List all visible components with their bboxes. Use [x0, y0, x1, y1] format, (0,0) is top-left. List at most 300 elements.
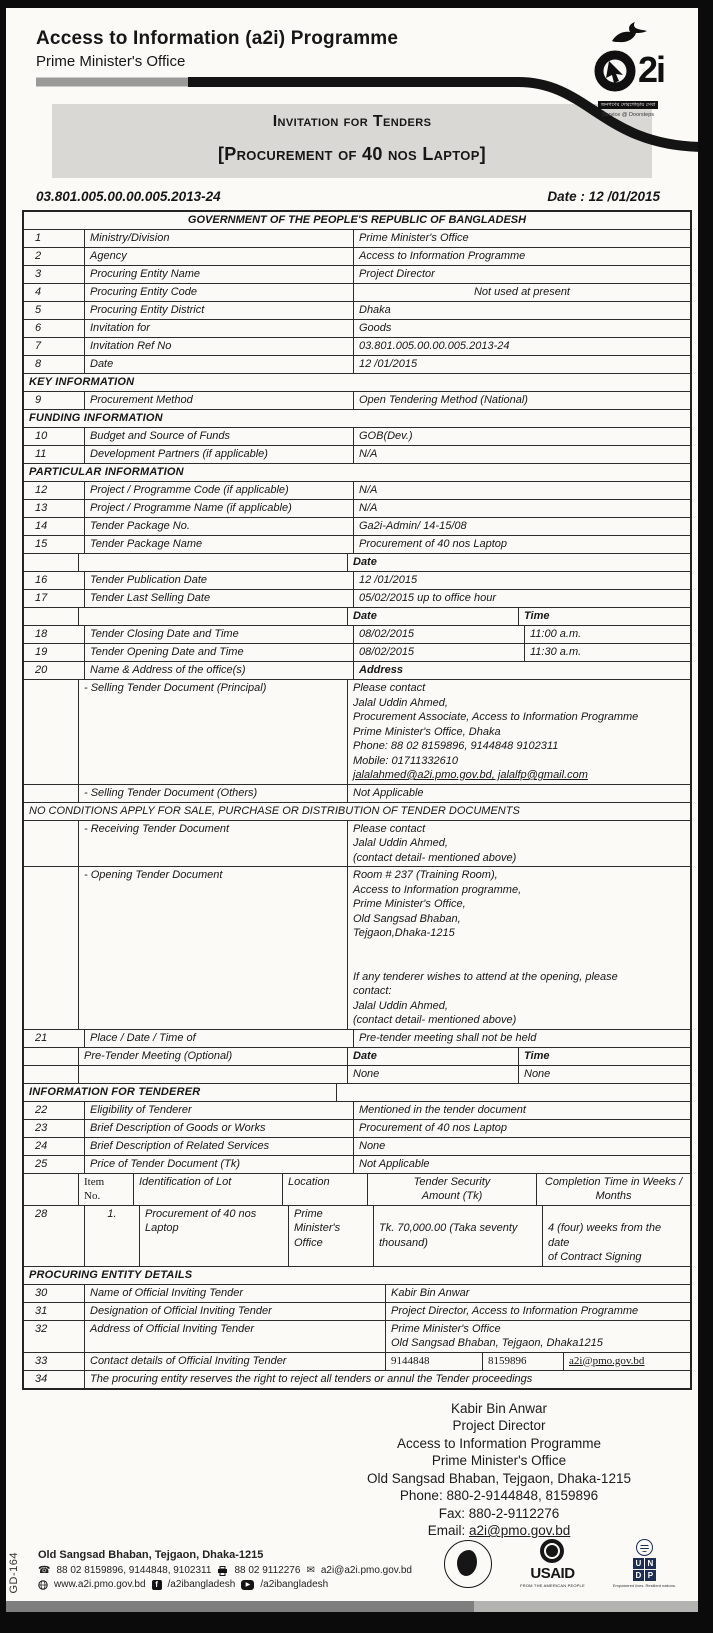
signatory-phone: Phone: 880-2-9144848, 8159896 — [399, 1488, 599, 1503]
cell-text: 17 — [35, 592, 48, 604]
table-cell — [353, 248, 690, 265]
cell-text: Project / Programme Name (if applicable) — [90, 502, 292, 514]
cell-text: No. — [84, 1190, 101, 1202]
footer-fax: 88 02 9112276 — [234, 1565, 301, 1576]
table-row — [24, 1206, 690, 1267]
table-row — [24, 1084, 690, 1102]
cell-text: 15 — [35, 538, 48, 550]
cell-text: Place / Date / Time of — [90, 1031, 196, 1044]
table-cell — [24, 1321, 84, 1352]
cell-text: If any tenderer wishes to attend at the opening, please — [353, 970, 618, 983]
table-cell — [24, 1156, 84, 1173]
table-cell — [24, 1138, 84, 1155]
table-cell — [84, 302, 353, 319]
table-row — [24, 1156, 690, 1174]
cell-text — [29, 786, 73, 801]
table-cell — [24, 302, 84, 319]
table-cell — [353, 302, 690, 319]
table-cell — [367, 1174, 536, 1205]
table-cell — [24, 266, 84, 283]
cell-text: 5 — [35, 304, 42, 316]
cell-text: Price of Tender Document (Tk) — [90, 1157, 240, 1170]
document-title: Invitation for Tenders — [272, 113, 432, 130]
table-cell — [353, 356, 690, 373]
table-row — [24, 392, 690, 410]
cell-text: 05/02/2015 up to office hour — [359, 592, 496, 604]
table-cell — [288, 1206, 373, 1266]
cell-text — [29, 822, 73, 837]
cell-text: 6 — [35, 322, 42, 334]
undp-letter: U — [633, 1558, 644, 1569]
table-cell — [542, 1206, 690, 1266]
cell-text: The procuring entity reserves the right to reject all tenders or annul the Tender proceedings — [90, 1372, 533, 1385]
cell-text: Name of Official Inviting Tender — [90, 1286, 244, 1299]
tender-table — [22, 210, 692, 1390]
table-cell — [353, 1156, 690, 1173]
table-cell — [84, 356, 353, 373]
table-row — [24, 266, 690, 284]
table-cell — [78, 1048, 347, 1065]
table-cell — [353, 644, 524, 661]
org-title: Access to Information (a2i) Programme — [36, 28, 399, 49]
cell-text: PROCURING ENTITY DETAILS — [29, 1268, 193, 1281]
table-cell — [24, 428, 84, 445]
cell-text: 03.801.005.00.00.005.2013-24 — [359, 340, 510, 352]
cell-text: - Selling Tender Document (Principal) — [84, 682, 267, 694]
table-cell — [24, 230, 84, 247]
cell-text: Pre-Tender Meeting (Optional) — [84, 1049, 233, 1062]
document-date: Date : 12 /01/2015 — [547, 189, 660, 204]
footer-contact-block — [38, 1549, 412, 1590]
table-cell — [24, 320, 84, 337]
footer-phone: 88 02 8159896, 9144848, 9102311 — [56, 1565, 212, 1576]
signatory-email-line — [304, 1522, 694, 1540]
cell-text: Old Sangsad Bhaban, — [353, 912, 461, 925]
table-row — [24, 500, 690, 518]
cell-text: Tender Opening Date and Time — [90, 646, 244, 658]
footer-website[interactable]: www.a2i.pmo.gov.bd — [54, 1579, 146, 1590]
table-cell — [24, 1084, 336, 1101]
table-row — [24, 518, 690, 536]
cell-text: Completion Time in Weeks / — [544, 1175, 683, 1188]
table-cell — [347, 608, 518, 625]
table-cell — [353, 662, 690, 679]
table-cell — [24, 374, 690, 391]
cell-text: Pre-tender meeting shall not be held — [359, 1031, 537, 1044]
table-row — [24, 1174, 690, 1206]
cell-text: Room # 237 (Training Room), — [353, 869, 498, 881]
table-cell — [24, 867, 78, 1029]
table-cell — [24, 626, 84, 643]
table-cell — [524, 644, 690, 661]
table-row — [24, 1285, 690, 1303]
table-cell — [24, 1267, 690, 1284]
table-row — [24, 608, 690, 626]
cell-text: 13 — [35, 502, 48, 514]
table-cell — [84, 1102, 353, 1119]
cell-text: 1 — [35, 232, 42, 244]
cell-text — [29, 868, 73, 883]
table-row — [24, 821, 690, 868]
table-cell — [78, 785, 347, 802]
table-cell — [24, 554, 78, 571]
table-cell — [353, 626, 524, 643]
table-cell — [353, 320, 690, 337]
table-cell — [84, 338, 353, 355]
cell-text: Jalal Uddin Ahmed, — [353, 837, 448, 849]
table-cell — [353, 482, 690, 499]
title-band — [52, 104, 652, 178]
cell-text: Open Tendering Method (National) — [359, 394, 528, 406]
table-cell — [84, 536, 353, 553]
cell-text: (contact detail- mentioned above) — [353, 851, 517, 864]
undp-letter: N — [645, 1558, 656, 1569]
cell-text: Dhaka — [359, 304, 391, 316]
table-row — [24, 785, 690, 803]
email-label: Email: — [427, 1523, 469, 1538]
table-cell — [373, 1206, 542, 1266]
cell-text: 22 — [35, 1103, 48, 1116]
table-row — [24, 1102, 690, 1120]
cell-text: Time — [524, 610, 550, 622]
table-cell — [78, 608, 347, 625]
cell-text: Eligibility of Tenderer — [90, 1103, 192, 1116]
cell-text: Prime Minister's Office, — [353, 898, 466, 910]
table-cell — [24, 644, 84, 661]
table-cell — [353, 446, 690, 463]
table-cell — [78, 1174, 133, 1205]
table-row — [24, 1066, 690, 1084]
bird-icon — [607, 20, 649, 44]
usaid-caption: FROM THE AMERICAN PEOPLE — [520, 1583, 585, 1588]
table-cell — [24, 1371, 84, 1388]
usaid-wordmark: USAID — [530, 1565, 575, 1582]
table-cell — [84, 320, 353, 337]
cell-text: Kabir Bin Anwar — [391, 1286, 470, 1299]
cell-text: 9 — [35, 394, 42, 406]
cell-text — [29, 1175, 73, 1190]
cell-text: Prime Minister's Office — [359, 232, 469, 244]
form-code: GD-164 — [8, 1552, 20, 1594]
table-cell — [84, 266, 353, 283]
cell-text: Access to Information Programme — [359, 250, 526, 262]
cell-text: (contact detail- mentioned above) — [353, 1014, 517, 1026]
signature-block — [304, 1400, 694, 1540]
table-cell — [24, 500, 84, 517]
cell-text: INFORMATION FOR TENDERER — [29, 1085, 201, 1098]
reference-row — [36, 189, 660, 204]
table-cell — [24, 446, 84, 463]
fax-icon — [217, 1566, 228, 1576]
table-row — [24, 302, 690, 320]
cell-text: - Receiving Tender Document — [84, 822, 230, 835]
bottom-bar-dark — [6, 1601, 474, 1612]
footer-facebook[interactable]: /a2ibangladesh — [167, 1579, 236, 1590]
undp-caption: Empowered lives. Resilient nations. — [612, 1583, 676, 1588]
phone-icon: ☎ — [38, 1564, 51, 1576]
table-cell — [518, 1066, 690, 1083]
email-icon: ✉ — [306, 1564, 315, 1576]
table-cell — [353, 518, 690, 535]
cell-text: Goods — [359, 322, 392, 334]
reference-number: 03.801.005.00.00.005.2013-24 — [36, 189, 221, 204]
cell-text: Location — [288, 1175, 330, 1188]
table-cell — [353, 1138, 690, 1155]
signatory-org: Access to Information Programme — [396, 1435, 602, 1451]
cell-text: Procurement of 40 nos Laptop — [359, 1121, 507, 1134]
facebook-icon: f — [152, 1580, 162, 1590]
cell-text: Procurement of 40 nos Laptop — [145, 1207, 257, 1234]
a2i-logo-text: 2i — [637, 49, 665, 90]
cell-text: Minister's — [294, 1222, 341, 1234]
table-cell — [84, 1303, 385, 1320]
table-row — [24, 284, 690, 302]
table-cell — [78, 867, 347, 1029]
table-cell — [84, 1120, 353, 1137]
table-cell — [24, 248, 84, 265]
bottom-bar-light — [474, 1601, 698, 1612]
table-cell — [24, 590, 84, 607]
cell-text: Tender Security — [413, 1175, 491, 1188]
cell-text: Ministry/Division — [90, 232, 170, 244]
table-cell — [353, 1120, 690, 1137]
table-row — [24, 428, 690, 446]
table-cell — [353, 536, 690, 553]
table-cell — [347, 867, 690, 1029]
cell-text: Not Applicable — [353, 786, 424, 799]
table-cell — [24, 1120, 84, 1137]
cell-text: Contact details of Official Inviting Tender — [90, 1354, 287, 1367]
document-subtitle: [Procurement of 40 nos Laptop] — [218, 144, 486, 164]
table-row — [24, 248, 690, 266]
table-row — [24, 536, 690, 554]
table-cell — [24, 482, 84, 499]
a2i-logo — [576, 20, 680, 118]
cell-text — [353, 941, 685, 956]
logo-slogan-english: Service @ Doorsteps — [601, 112, 655, 118]
document-page — [6, 8, 698, 1612]
table-cell — [24, 518, 84, 535]
cell-text: Date — [90, 358, 114, 370]
cell-text — [84, 555, 342, 570]
table-cell — [78, 680, 347, 784]
cell-text: 4 — [35, 286, 42, 298]
table-row — [24, 680, 690, 785]
cell-text: Development Partners (if applicable) — [90, 448, 268, 460]
table-cell — [282, 1174, 367, 1205]
table-cell — [84, 572, 353, 589]
table-row — [24, 1048, 690, 1066]
table-cell — [347, 1066, 518, 1083]
cell-text — [84, 609, 342, 624]
table-cell — [347, 554, 690, 571]
undp-letter: P — [645, 1570, 656, 1581]
table-cell — [518, 608, 690, 625]
cell-text: 34 — [35, 1372, 48, 1385]
cell-text — [29, 555, 73, 570]
cell-text: 28 — [35, 1207, 48, 1220]
table-cell — [353, 1102, 690, 1119]
signatory-fax: Fax: 880-2-9112276 — [438, 1505, 560, 1521]
table-cell — [24, 536, 84, 553]
signatory-designation: Project Director — [452, 1418, 546, 1433]
table-cell — [133, 1174, 282, 1205]
table-cell — [84, 1156, 353, 1173]
table-cell — [353, 1030, 690, 1047]
cell-text: None — [359, 1139, 386, 1152]
table-row — [24, 1321, 690, 1353]
cell-text: Tk. 70,000.00 (Taka seventy — [379, 1222, 518, 1234]
cell-text: Procurement Associate, Access to Information Programme — [353, 711, 639, 723]
email-link[interactable]: a2i@pmo.gov.bd — [469, 1523, 571, 1538]
table-cell — [84, 1321, 385, 1352]
cell-text: Invitation for — [90, 322, 150, 334]
table-row — [24, 374, 690, 392]
table-cell — [353, 500, 690, 517]
table-row — [24, 1120, 690, 1138]
cell-text: Prime Minister's Office, Dhaka — [353, 725, 501, 738]
table-cell — [347, 680, 690, 784]
table-cell — [84, 392, 353, 409]
cell-text: 33 — [35, 1354, 48, 1367]
table-row — [24, 554, 690, 572]
table-cell — [24, 680, 78, 784]
cell-text: Address — [359, 664, 404, 676]
table-row — [24, 1030, 690, 1048]
cell-text: Old Sangsad Bhaban, Tejgaon, Dhaka1215 — [391, 1337, 603, 1349]
org-subtitle: Prime Minister's Office — [36, 53, 186, 70]
table-cell — [24, 356, 84, 373]
table-cell — [84, 1138, 353, 1155]
cell-text: Project / Programme Code (if applicable) — [90, 484, 289, 496]
cell-text — [548, 1207, 685, 1222]
cell-text: Procuring Entity Name — [90, 268, 201, 280]
cell-text: Jalal Uddin Ahmed, — [353, 696, 448, 709]
email-link[interactable]: a2i@pmo.gov.bd — [569, 1354, 645, 1367]
cell-text — [29, 609, 73, 624]
cell-text: - Opening Tender Document — [84, 869, 223, 881]
table-row — [24, 446, 690, 464]
cell-text: 12 /01/2015 — [359, 358, 418, 370]
table-cell — [84, 428, 353, 445]
footer-email[interactable]: a2i@a2i.pmo.gov.bd — [320, 1565, 412, 1576]
cell-text: None — [353, 1067, 380, 1080]
cell-text: 4 (four) weeks from the date — [548, 1222, 662, 1249]
table-cell — [84, 1371, 690, 1388]
cell-text: Name & Address of the office(s) — [90, 664, 246, 676]
cell-text — [379, 1207, 537, 1222]
cell-text: 10 — [35, 430, 48, 442]
email-link[interactable]: jalalahmed@a2i.pmo.gov.bd, jalalfp@gmail.com — [353, 769, 588, 781]
cell-text: Amount (Tk) — [421, 1190, 483, 1202]
cell-text: PARTICULAR INFORMATION — [29, 466, 184, 478]
cell-text: Project Director — [359, 268, 435, 280]
table-cell — [139, 1206, 288, 1266]
table-cell — [563, 1353, 690, 1370]
table-row — [24, 1371, 690, 1388]
table-cell — [482, 1353, 563, 1370]
table-cell — [385, 1353, 482, 1370]
table-cell — [84, 230, 353, 247]
table-cell — [353, 572, 690, 589]
table-cell — [78, 821, 347, 867]
table-cell — [353, 338, 690, 355]
cell-text: Designation of Official Inviting Tender — [90, 1304, 272, 1317]
cell-text — [29, 1049, 73, 1064]
cell-text: 24 — [35, 1139, 48, 1152]
cell-text: - Selling Tender Document (Others) — [84, 786, 258, 799]
table-cell — [24, 1066, 78, 1083]
globe-icon — [38, 1580, 48, 1590]
table-row — [24, 1303, 690, 1321]
cell-text: Tender Closing Date and Time — [90, 628, 239, 640]
footer-address: Old Sangsad Bhaban, Tejgaon, Dhaka-1215 — [38, 1549, 264, 1561]
cell-text: Access to Information programme, — [353, 883, 522, 896]
cell-text: Please contact — [353, 682, 426, 694]
table-cell — [385, 1321, 690, 1352]
table-cell — [24, 464, 690, 481]
cell-text: None — [524, 1067, 551, 1080]
cell-text: Tender Last Selling Date — [90, 592, 211, 604]
cell-text: KEY INFORMATION — [29, 376, 135, 388]
table-row — [24, 1353, 690, 1371]
cell-text: Office — [294, 1236, 323, 1249]
cell-text: 20 — [35, 664, 48, 676]
youtube-icon: ▶ — [241, 1580, 254, 1590]
cell-text: Procurement of 40 nos Laptop — [359, 538, 507, 550]
cell-text: 12 /01/2015 — [359, 574, 418, 586]
cell-text: NO CONDITIONS APPLY FOR SALE, PURCHASE OR DISTRIBUTION OF TENDER DOCUMENTS — [29, 804, 520, 817]
cell-text: 8 — [35, 358, 42, 370]
table-cell — [353, 590, 690, 607]
cell-text: 3 — [35, 268, 42, 280]
table-cell — [24, 1206, 84, 1266]
logo-slogan-bengali: জনগণের দোরগোড়ায় সেবা — [598, 101, 658, 109]
table-cell — [24, 212, 690, 229]
table-cell — [84, 590, 353, 607]
cell-text: 30 — [35, 1286, 48, 1299]
table-cell — [353, 230, 690, 247]
footer-youtube[interactable]: /a2ibangladesh — [260, 1579, 329, 1590]
table-cell — [347, 821, 690, 867]
cell-text: Invitation Ref No — [90, 340, 172, 352]
cell-text: 21 — [35, 1031, 48, 1044]
table-cell — [24, 785, 78, 802]
table-row — [24, 867, 690, 1030]
cell-text: Procuring Entity Code — [90, 286, 197, 298]
table-cell — [84, 626, 353, 643]
cell-text: Ga2i-Admin/ 14-15/08 — [359, 520, 467, 532]
cell-text: Not used at present — [473, 286, 570, 298]
table-row — [24, 410, 690, 428]
partner-logos — [444, 1539, 676, 1588]
table-cell — [385, 1285, 690, 1302]
cell-text: Item — [84, 1175, 105, 1188]
table-cell — [347, 1048, 518, 1065]
table-cell — [353, 266, 690, 283]
cell-text: 11:30 a.m. — [530, 646, 582, 658]
table-row — [24, 212, 690, 230]
table-row — [24, 338, 690, 356]
table-cell — [84, 1353, 385, 1370]
table-cell — [24, 410, 690, 427]
table-row — [24, 803, 690, 821]
table-row — [24, 230, 690, 248]
table-cell — [24, 284, 84, 301]
cell-text: Agency — [90, 250, 127, 262]
cell-text — [353, 955, 685, 970]
signatory-name: Kabir Bin Anwar — [450, 1400, 548, 1416]
